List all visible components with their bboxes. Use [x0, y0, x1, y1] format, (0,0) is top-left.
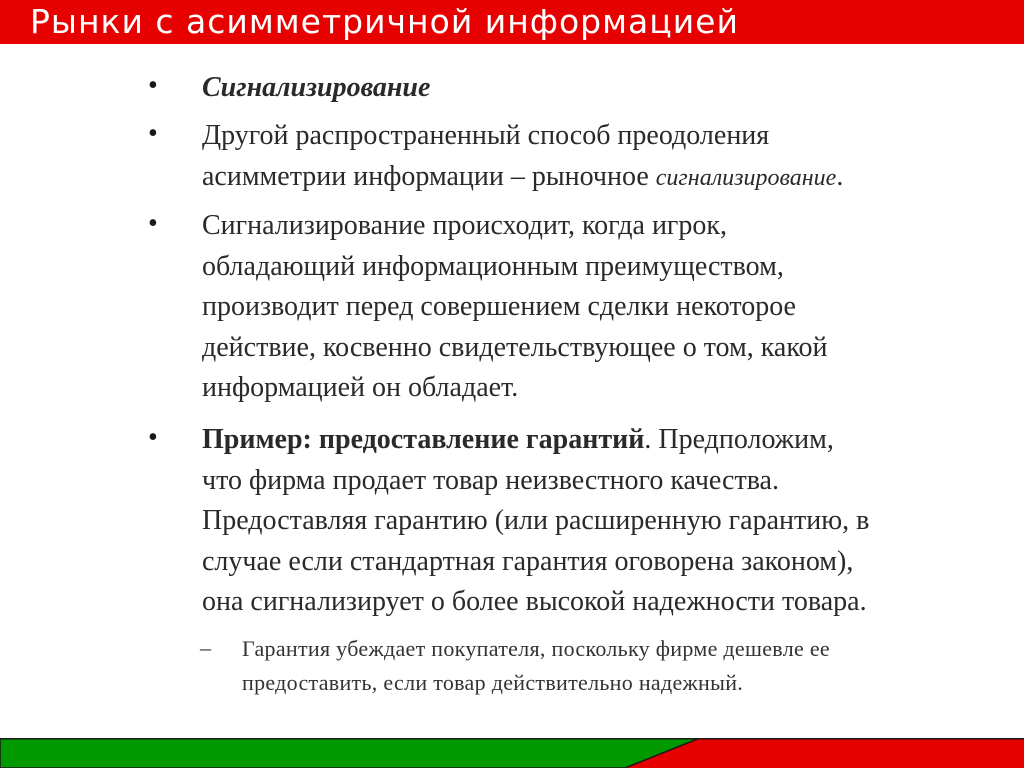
bullet-2-line-prefix: асимметрии информации – рыночное — [202, 160, 656, 192]
sub-bullet-line: Гарантия убеждает покупателя, поскольку фирме дешевле ее — [242, 636, 830, 661]
bullet-marker: • — [148, 422, 158, 453]
bullet-4-line-rest: . Предположим, — [644, 424, 834, 455]
slide-title: Рынки с асимметричной информацией — [30, 2, 739, 41]
bullet-3-line: информацией он обладает. — [202, 372, 519, 403]
bullet-2-line — [202, 157, 1002, 199]
sub-bullet-marker: – — [200, 635, 211, 660]
bullet-2-term: сигнализирование — [655, 164, 837, 191]
bullet-marker: • — [148, 208, 158, 239]
bullet-4-line: случае если стандартная гарантия оговорена законом), — [202, 545, 854, 577]
bullet-marker: • — [148, 70, 158, 101]
bullet-4-line: Предоставляя гарантию (или расширенную гарантию, в — [202, 505, 870, 536]
bullet-4-text — [202, 420, 1002, 623]
bullet-2-line: Другой распространенный способ преодоления — [202, 120, 770, 151]
sub-bullet-text — [242, 632, 1002, 700]
footer-stripe-graphic — [0, 738, 1024, 768]
footer-decoration — [0, 738, 1024, 768]
bullet-4-line — [202, 420, 1002, 461]
bullet-3-line: действие, косвенно свидетельствующее о том, какой — [202, 331, 828, 363]
bullet-3-line: обладающий информационным преимуществом, — [202, 250, 784, 282]
bullet-marker: • — [148, 118, 158, 149]
bullet-4-line: она сигнализирует о более высокой надежности товара. — [202, 586, 867, 617]
bullet-1-text — [202, 68, 1002, 109]
bullet-3-text — [202, 206, 1002, 409]
bullet-3-line: производит перед совершением сделки некоторое — [202, 291, 796, 322]
bullet-2-line-suffix: . — [836, 160, 844, 192]
sub-bullet-line: предоставить, если товар действительно надежный. — [242, 670, 744, 695]
bullet-3-line: Сигнализирование происходит, когда игрок, — [202, 210, 728, 241]
bullet-2-text — [202, 116, 1002, 198]
bullet-4-bold: Пример: предоставление гарантий — [202, 424, 645, 455]
footer-green-band — [0, 738, 700, 768]
bullet-1-heading: Сигнализирование — [202, 72, 431, 103]
bullet-4-line: что фирма продает товар неизвестного качества. — [202, 464, 779, 496]
